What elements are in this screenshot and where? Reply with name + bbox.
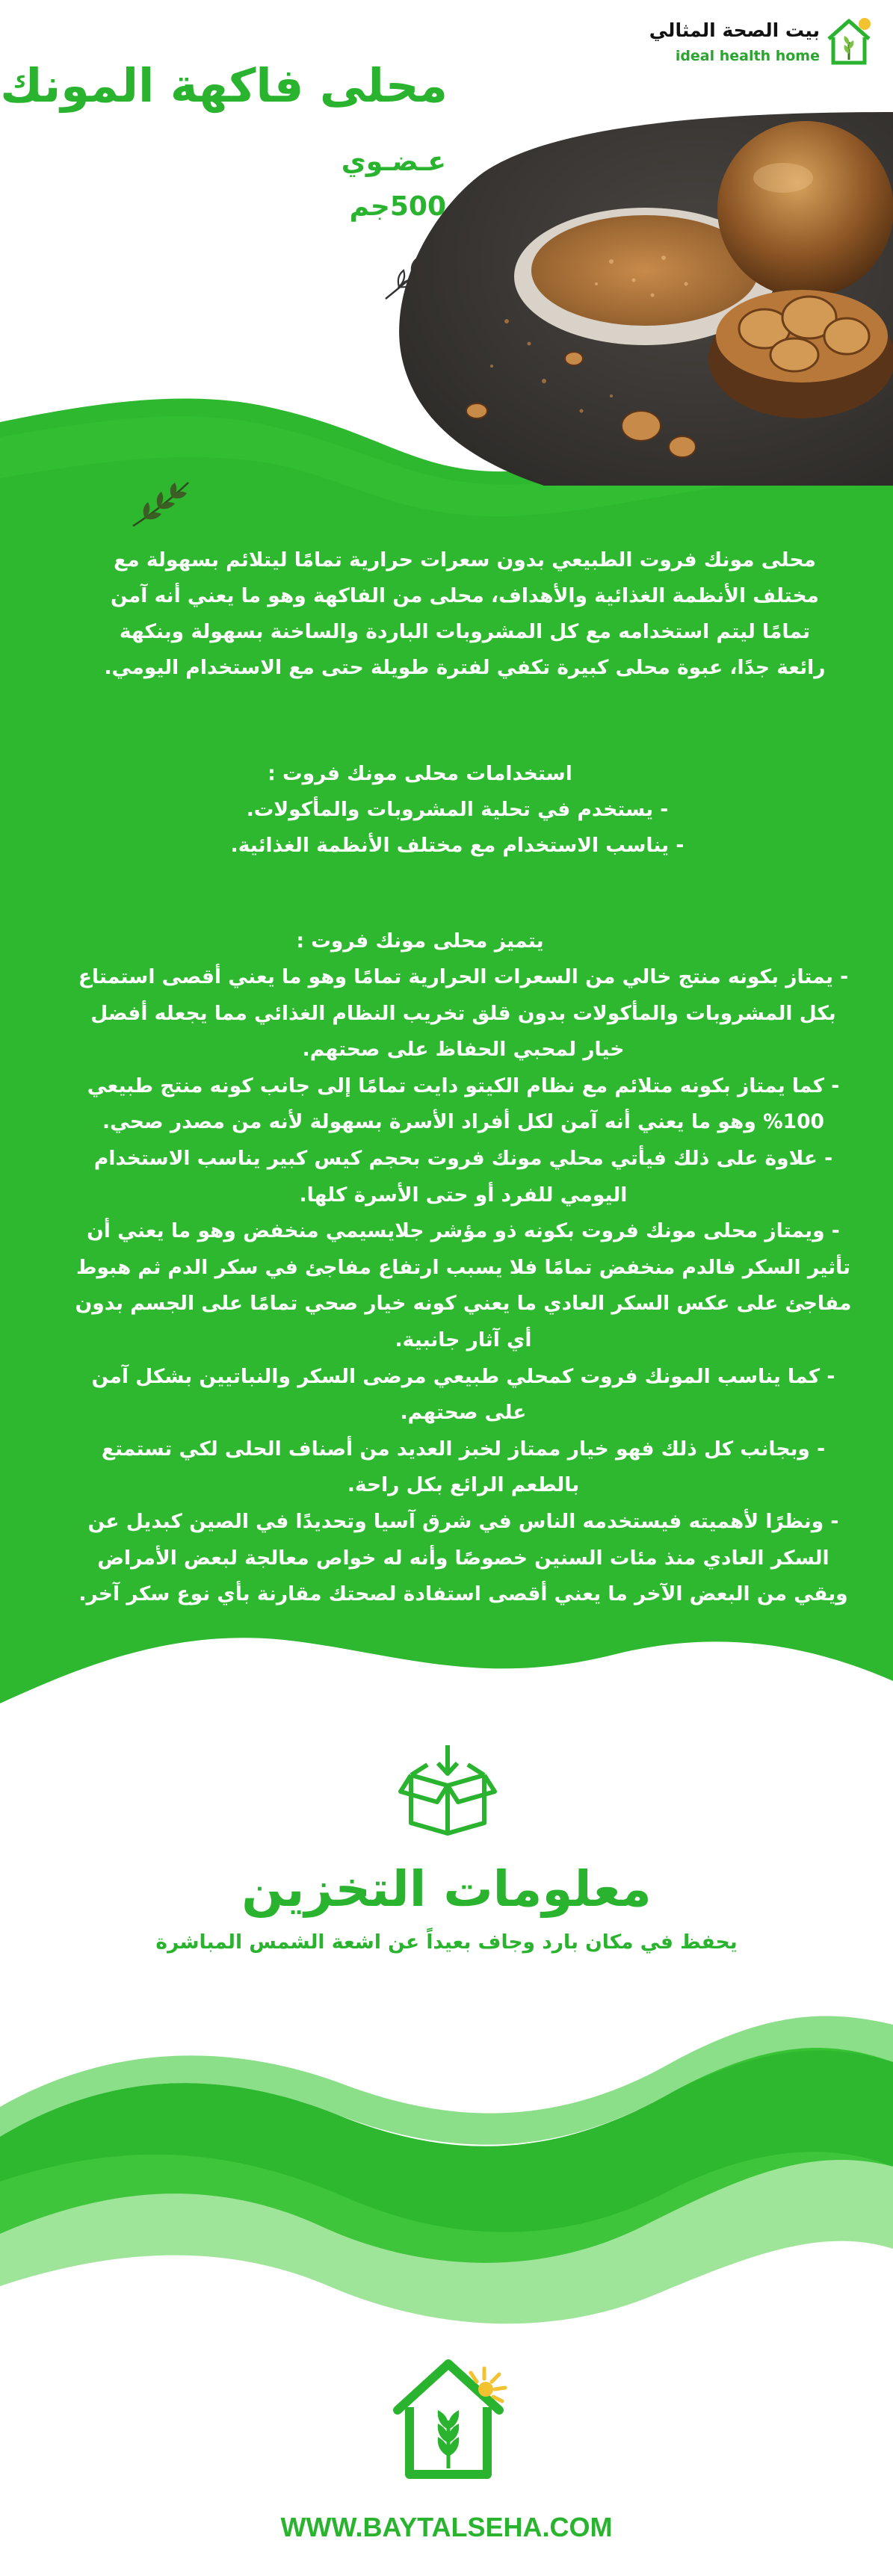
weight-label: 500جم bbox=[349, 191, 446, 222]
house-wheat-icon bbox=[389, 2349, 508, 2483]
monk-fruit-product-image bbox=[387, 112, 893, 486]
product-description: محلى مونك فروت الطبيعي بدون سعرات حرارية تمامًا ليتلائم بسهولة مع مختلف الأنظمة الغذائية والأهداف، محلى من الفاكهة وهو ما يعني أنه آمن تمامًا ليتم استخدامه مع كل المشروبات الباردة والساخنة بسهولة وبنكهة رائعة جدًا، عبوة محلى كبيرة تكفي لفترة طويلة حتى مع الاستخدام اليومي. bbox=[104, 548, 826, 679]
storage-title: معلومات التخزين bbox=[241, 1860, 652, 1918]
list-item: - كما يمتاز بكونه متلائم مع نظام الكيتو دايت تمامًا إلى جانب كونه منتج طبيعي 100% وهو ما يعني أنه آمن لكل أفراد الأسرة بسهولة لأنه من مصدر صحي. bbox=[87, 1074, 840, 1134]
features-heading: يتميز محلى مونك فروت : bbox=[296, 929, 544, 953]
house-wheat-icon bbox=[824, 15, 874, 67]
brand-header bbox=[649, 13, 874, 73]
list-item: - علاوة على ذلك فيأتي محلي مونك فروت بحجم كيس كبير يناسب الاستخدام اليومي للفرد أو حتى الأسرة كلها. bbox=[93, 1146, 833, 1207]
uses-list bbox=[99, 792, 816, 864]
leaf-sprig-icon bbox=[129, 478, 191, 532]
list-item: - يستخدم في تحلية المشروبات والمأكولات. bbox=[246, 798, 669, 821]
list-item: - يناسب الاستخدام مع مختلف الأنظمة الغذائية. bbox=[230, 834, 685, 857]
uses-heading: استخدامات محلى مونك فروت : bbox=[268, 762, 572, 785]
list-item: - وبجانب كل ذلك فهو خيار ممتاز لخبز العديد من أصناف الحلى لكي تستمتع بالطعم الرائع بكل راحة. bbox=[101, 1437, 826, 1497]
website-url[interactable]: WWW.BAYTALSEHA.COM bbox=[280, 2512, 613, 2542]
product-title: محلى فاكهة المونك bbox=[0, 58, 448, 113]
brand-name-english: ideal health home bbox=[675, 48, 820, 64]
list-item: - ويمتاز محلى مونك فروت بكونه ذو مؤشر جلايسيمي منخفض وهو ما يعني أن تأثير السكر فالدم منخفض تمامًا فلا يسبب ارتفاع مفاجئ في سكر الدم ثم هبوط مفاجئ على عكس السكر العادي ما يعني كونه خيار صحي تمامًا على الجسم بدون أي آثار جانبية. bbox=[75, 1219, 852, 1352]
features-list bbox=[75, 959, 852, 1613]
storage-instructions: يحفظ في مكان بارد وجاف بعيداً عن اشعة الشمس المباشرة bbox=[155, 1931, 738, 1954]
list-item: - كما يناسب المونك فروت كمحلي طبيعي مرضى السكر والنباتيين بشكل آمن على صحتهم. bbox=[91, 1364, 835, 1425]
list-item: - ونظرًا لأهميته فيستخدمه الناس في شرق آسيا وتحديدًا في الصين كبديل عن السكر العادي منذ مئات السنين خصوصًا وأنه له خواص معالجة لبعض الأمراض ويقي من البعض الآخر ما يعني أقصى استفادة لصحتك مقارنة بأي نوع سكر آخر. bbox=[78, 1509, 848, 1606]
brand-name-arabic: بيت الصحة المثالي bbox=[649, 19, 820, 41]
box-icon bbox=[398, 1742, 498, 1836]
list-item: - يمتاز بكونه منتج خالي من السعرات الحرارية تمامًا وهو ما يعني أقصى استمتاع بكل المشروبات والمأكولات بدون قلق تخريب النظام الغذائي مما يجعله أفضل خيار لمحبي الحفاظ على صحتهم. bbox=[78, 965, 849, 1062]
organic-label: عـضـوي bbox=[341, 146, 446, 177]
